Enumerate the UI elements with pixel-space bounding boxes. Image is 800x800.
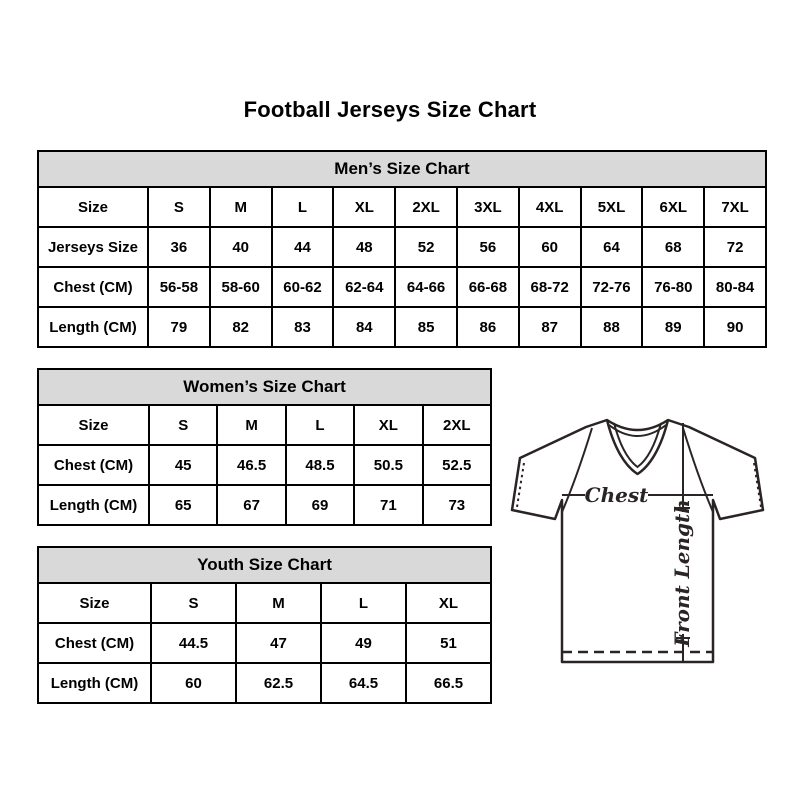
value-cell: 56-58: [148, 267, 210, 307]
value-cell: 62.5: [236, 663, 321, 703]
value-cell: 44: [272, 227, 334, 267]
table-row: [38, 485, 491, 525]
value-cell: 85: [395, 307, 457, 347]
value-cell: 36: [148, 227, 210, 267]
value-cell: 7XL: [704, 187, 766, 227]
table-row: [38, 663, 491, 703]
row-label-cell: Length (CM): [38, 485, 149, 525]
value-cell: 68: [642, 227, 704, 267]
table-header-row: [38, 547, 491, 583]
value-cell: 44.5: [151, 623, 236, 663]
value-cell: XL: [406, 583, 491, 623]
value-cell: 60-62: [272, 267, 334, 307]
value-cell: S: [148, 187, 210, 227]
mens-size-table: [37, 150, 767, 348]
table-row: [38, 227, 766, 267]
value-cell: 60: [519, 227, 581, 267]
value-cell: 48: [333, 227, 395, 267]
value-cell: 50.5: [354, 445, 422, 485]
table-row: [38, 623, 491, 663]
table-row: [38, 307, 766, 347]
value-cell: 76-80: [642, 267, 704, 307]
value-cell: 73: [423, 485, 491, 525]
value-cell: 71: [354, 485, 422, 525]
value-cell: 66.5: [406, 663, 491, 703]
value-cell: 47: [236, 623, 321, 663]
value-cell: 3XL: [457, 187, 519, 227]
value-cell: 72: [704, 227, 766, 267]
value-cell: M: [210, 187, 272, 227]
value-cell: 90: [704, 307, 766, 347]
chest-label: Chest: [584, 483, 649, 507]
value-cell: 2XL: [423, 405, 491, 445]
value-cell: XL: [333, 187, 395, 227]
value-cell: 64-66: [395, 267, 457, 307]
table-row: [38, 267, 766, 307]
table-row: [38, 445, 491, 485]
value-cell: 89: [642, 307, 704, 347]
table-header-row: [38, 151, 766, 187]
value-cell: 51: [406, 623, 491, 663]
row-label-cell: Size: [38, 583, 151, 623]
jersey-measurement-diagram: [508, 416, 770, 668]
value-cell: 84: [333, 307, 395, 347]
value-cell: 56: [457, 227, 519, 267]
value-cell: 60: [151, 663, 236, 703]
value-cell: 6XL: [642, 187, 704, 227]
value-cell: 58-60: [210, 267, 272, 307]
value-cell: 52.5: [423, 445, 491, 485]
row-label-cell: Jerseys Size: [38, 227, 148, 267]
value-cell: 79: [148, 307, 210, 347]
value-cell: 2XL: [395, 187, 457, 227]
value-cell: 5XL: [581, 187, 643, 227]
table-row: [38, 187, 766, 227]
table-header-row: [38, 369, 491, 405]
value-cell: 82: [210, 307, 272, 347]
value-cell: L: [272, 187, 334, 227]
value-cell: L: [286, 405, 354, 445]
value-cell: 72-76: [581, 267, 643, 307]
value-cell: 4XL: [519, 187, 581, 227]
value-cell: 66-68: [457, 267, 519, 307]
page-title: Football Jerseys Size Chart: [243, 97, 537, 122]
value-cell: 48.5: [286, 445, 354, 485]
value-cell: XL: [354, 405, 422, 445]
womens-size-table: [37, 368, 492, 526]
value-cell: M: [236, 583, 321, 623]
row-label-cell: Size: [38, 405, 149, 445]
value-cell: 64: [581, 227, 643, 267]
youth-size-table: [37, 546, 492, 704]
value-cell: 86: [457, 307, 519, 347]
value-cell: 45: [149, 445, 217, 485]
value-cell: 80-84: [704, 267, 766, 307]
row-label-cell: Length (CM): [38, 307, 148, 347]
value-cell: 40: [210, 227, 272, 267]
value-cell: S: [151, 583, 236, 623]
row-label-cell: Size: [38, 187, 148, 227]
value-cell: 52: [395, 227, 457, 267]
value-cell: 65: [149, 485, 217, 525]
womens-table-header: Women’s Size Chart: [38, 369, 491, 405]
front-length-label: Front Length: [670, 499, 694, 647]
table-row: [38, 583, 491, 623]
value-cell: 88: [581, 307, 643, 347]
youth-table-header: Youth Size Chart: [38, 547, 491, 583]
value-cell: 68-72: [519, 267, 581, 307]
mens-table-header: Men’s Size Chart: [38, 151, 766, 187]
value-cell: 67: [217, 485, 285, 525]
row-label-cell: Length (CM): [38, 663, 151, 703]
value-cell: 46.5: [217, 445, 285, 485]
value-cell: 69: [286, 485, 354, 525]
jersey-outline-shape: [512, 420, 763, 662]
value-cell: 87: [519, 307, 581, 347]
value-cell: L: [321, 583, 406, 623]
value-cell: 64.5: [321, 663, 406, 703]
value-cell: 49: [321, 623, 406, 663]
value-cell: M: [217, 405, 285, 445]
table-row: [38, 405, 491, 445]
row-label-cell: Chest (CM): [38, 445, 149, 485]
row-label-cell: Chest (CM): [38, 623, 151, 663]
value-cell: 83: [272, 307, 334, 347]
value-cell: 62-64: [333, 267, 395, 307]
value-cell: S: [149, 405, 217, 445]
row-label-cell: Chest (CM): [38, 267, 148, 307]
